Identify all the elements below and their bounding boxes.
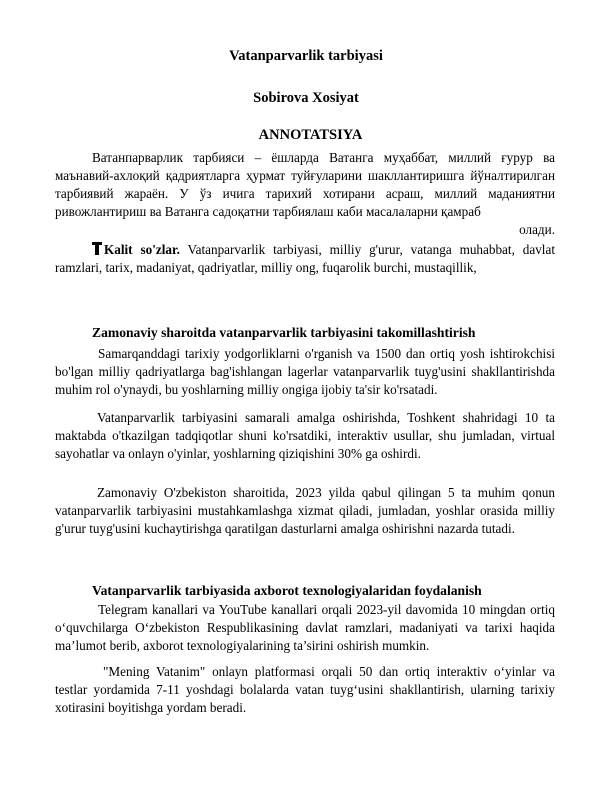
section-heading: Zamonaviy sharoitda vatanparvarlik tarbiyasini takomillashtirish [92, 325, 476, 340]
paper-title: Vatanparvarlik tarbiyasi [229, 48, 383, 64]
keywords-list: Vatanparvarlik tarbiyasi, milliy g'urur, vatanga muhabbat, davlat ramzlari, tarix, madaniyat, qadriyatlar, milliy ong, fuqarolik burchi, mustaqillik, [55, 242, 555, 275]
keywords-paragraph [55, 241, 555, 277]
author-name: Sobirova Xosiyat [253, 90, 359, 106]
keywords-label: Kalit so'zlar. [104, 242, 180, 257]
body-paragraph: Samarqanddagi tarixiy yodgorliklarni o'rganish va 1500 dan ortiq yosh ishtirokchisi bo'lgan milliy qadriyatlarga bag'ishlangan lagerlar vatanparvarlik tuyg'usini shakllantirishda muhim rol o'ynaydi, bu yoshlarning milliy ongiga ijobiy ta'sir ko'rsatadi. [55, 346, 555, 397]
annotation-heading [0, 127, 612, 144]
annotation-text: Ватанпарварлик тарбияси – ёшларда Ватанга муҳаббат, миллий ғурур ва маънавий-ахлоқий қадриятларга ҳурмат туйғуларини шакллантиришга йўналтирилган тарбиявий жараён. У ўз ичига тарихий хотирани асраш, миллий маданиятни ривожлантириш ва Ватанга садоқатни тарбиялаш каби масалаларни қамраб [55, 150, 555, 219]
annotation-last-word: олади. [519, 222, 555, 237]
body-paragraph: Vatanparvarlik tarbiyasini samarali amalga oshirishda, Toshkent shahridagi 10 ta maktabda o'tkazilgan tadqiqotlar shuni ko'rsatdiki, interaktiv usullar, shu jumladan, virtual sayohatlar va onlayn o'yinlar, yoshlarning qiziqishini 30% ga oshirdi. [55, 410, 555, 461]
annotation-heading-text: ANNOTATSIYA [258, 127, 363, 143]
annotation-paragraph [55, 149, 555, 239]
body-paragraph: Zamonaviy O'zbekiston sharoitida, 2023 yilda qabul qilingan 5 ta muhim qonun vatanparvarlik tarbiyasini mustahkamlashga xizmat qiladi, jumladan, yoshlar orasida milliy g'urur tuyg'usini kuchaytirishga qaratilgan dasturlarni amalga oshirishni nazarda tutadi. [55, 485, 555, 536]
pushpin-icon [92, 242, 102, 255]
body-paragraph: Telegram kanallari va YouTube kanallari orqali 2023-yil davomida 10 mingdan ortiq o‘quvchilarga O‘zbekiston Respublikasining davlat ramzlari, madaniyati va tarixi haqida ma’lumot berib, axborot texnologiyalarining ta’sirini oshirish mumkin. [55, 602, 555, 653]
section-heading: Vatanparvarlik tarbiyasida axborot texnologiyalaridan foydalanish [92, 583, 482, 598]
body-paragraph: "Mening Vatanim" onlayn platformasi orqali 50 dan ortiq interaktiv o‘yinlar va testlar yordamida 7-11 yoshdagi bolalarda vatan tuyg‘usini shakllantirish, ularning tarixiy xotirasini boyitishga yordam beradi. [55, 664, 555, 715]
